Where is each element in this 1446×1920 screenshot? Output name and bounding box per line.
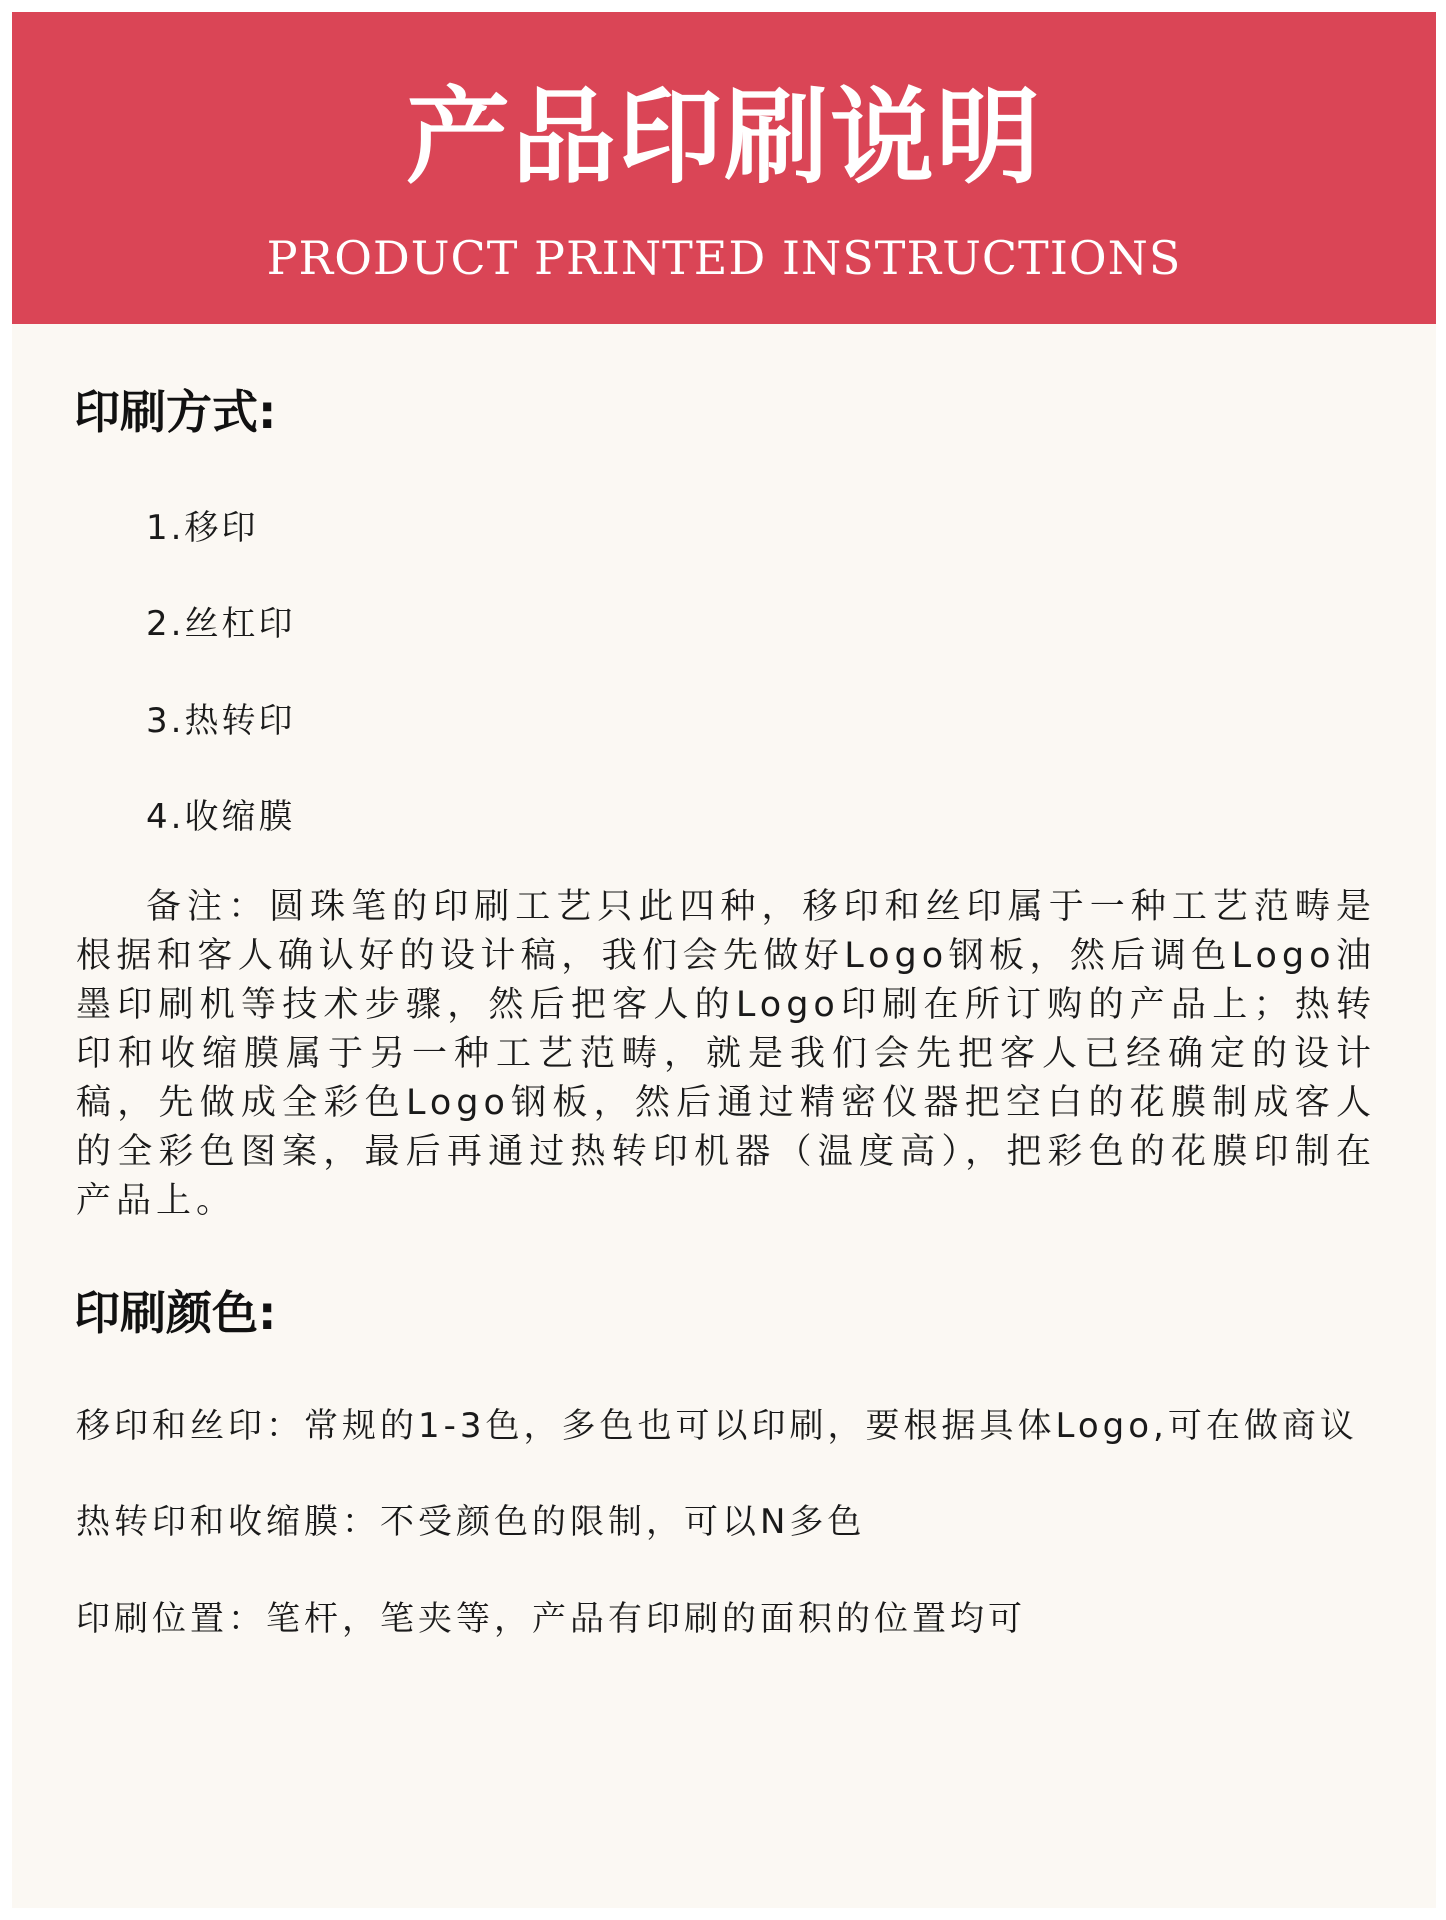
methods-heading: 印刷方式: [74, 385, 277, 439]
method-item-1: 1.移印 [146, 508, 259, 548]
color-info-line-3: 印刷位置：笔杆，笔夹等，产品有印刷的面积的位置均可 [76, 1599, 1026, 1639]
method-item-4: 4.收缩膜 [146, 797, 296, 837]
header-banner [12, 12, 1436, 324]
page-subtitle: PRODUCT PRINTED INSTRUCTIONS [266, 231, 1182, 285]
method-item-3: 3.热转印 [146, 701, 296, 741]
methods-note: 备注：圆珠笔的印刷工艺只此四种，移印和丝印属于一种工艺范畴是根据和客人确认好的设计稿，我们会先做好Logo钢板，然后调色Logo油墨印刷机等技术步骤，然后把客人的Logo印刷在所订购的产品上；热转印和收缩膜属于另一种工艺范畴，就是我们会先把客人已经确定的设计稿，先做成全彩色Logo钢板，然后通过精密仪器把空白的花膜制成客人的全彩色图案，最后再通过热转印机器（温度高），把彩色的花膜印制在产品上。 [76, 887, 1376, 1221]
method-item-2: 2.丝杠印 [146, 604, 296, 644]
page-title: 产品印刷说明 [405, 76, 1042, 198]
colors-heading: 印刷颜色: [74, 1286, 277, 1340]
color-info-line-2: 热转印和收缩膜：不受颜色的限制，可以N多色 [76, 1502, 866, 1542]
color-info-line-1: 移印和丝印：常规的1-3色，多色也可以印刷，要根据具体Logo,可在做商议 [76, 1406, 1358, 1446]
